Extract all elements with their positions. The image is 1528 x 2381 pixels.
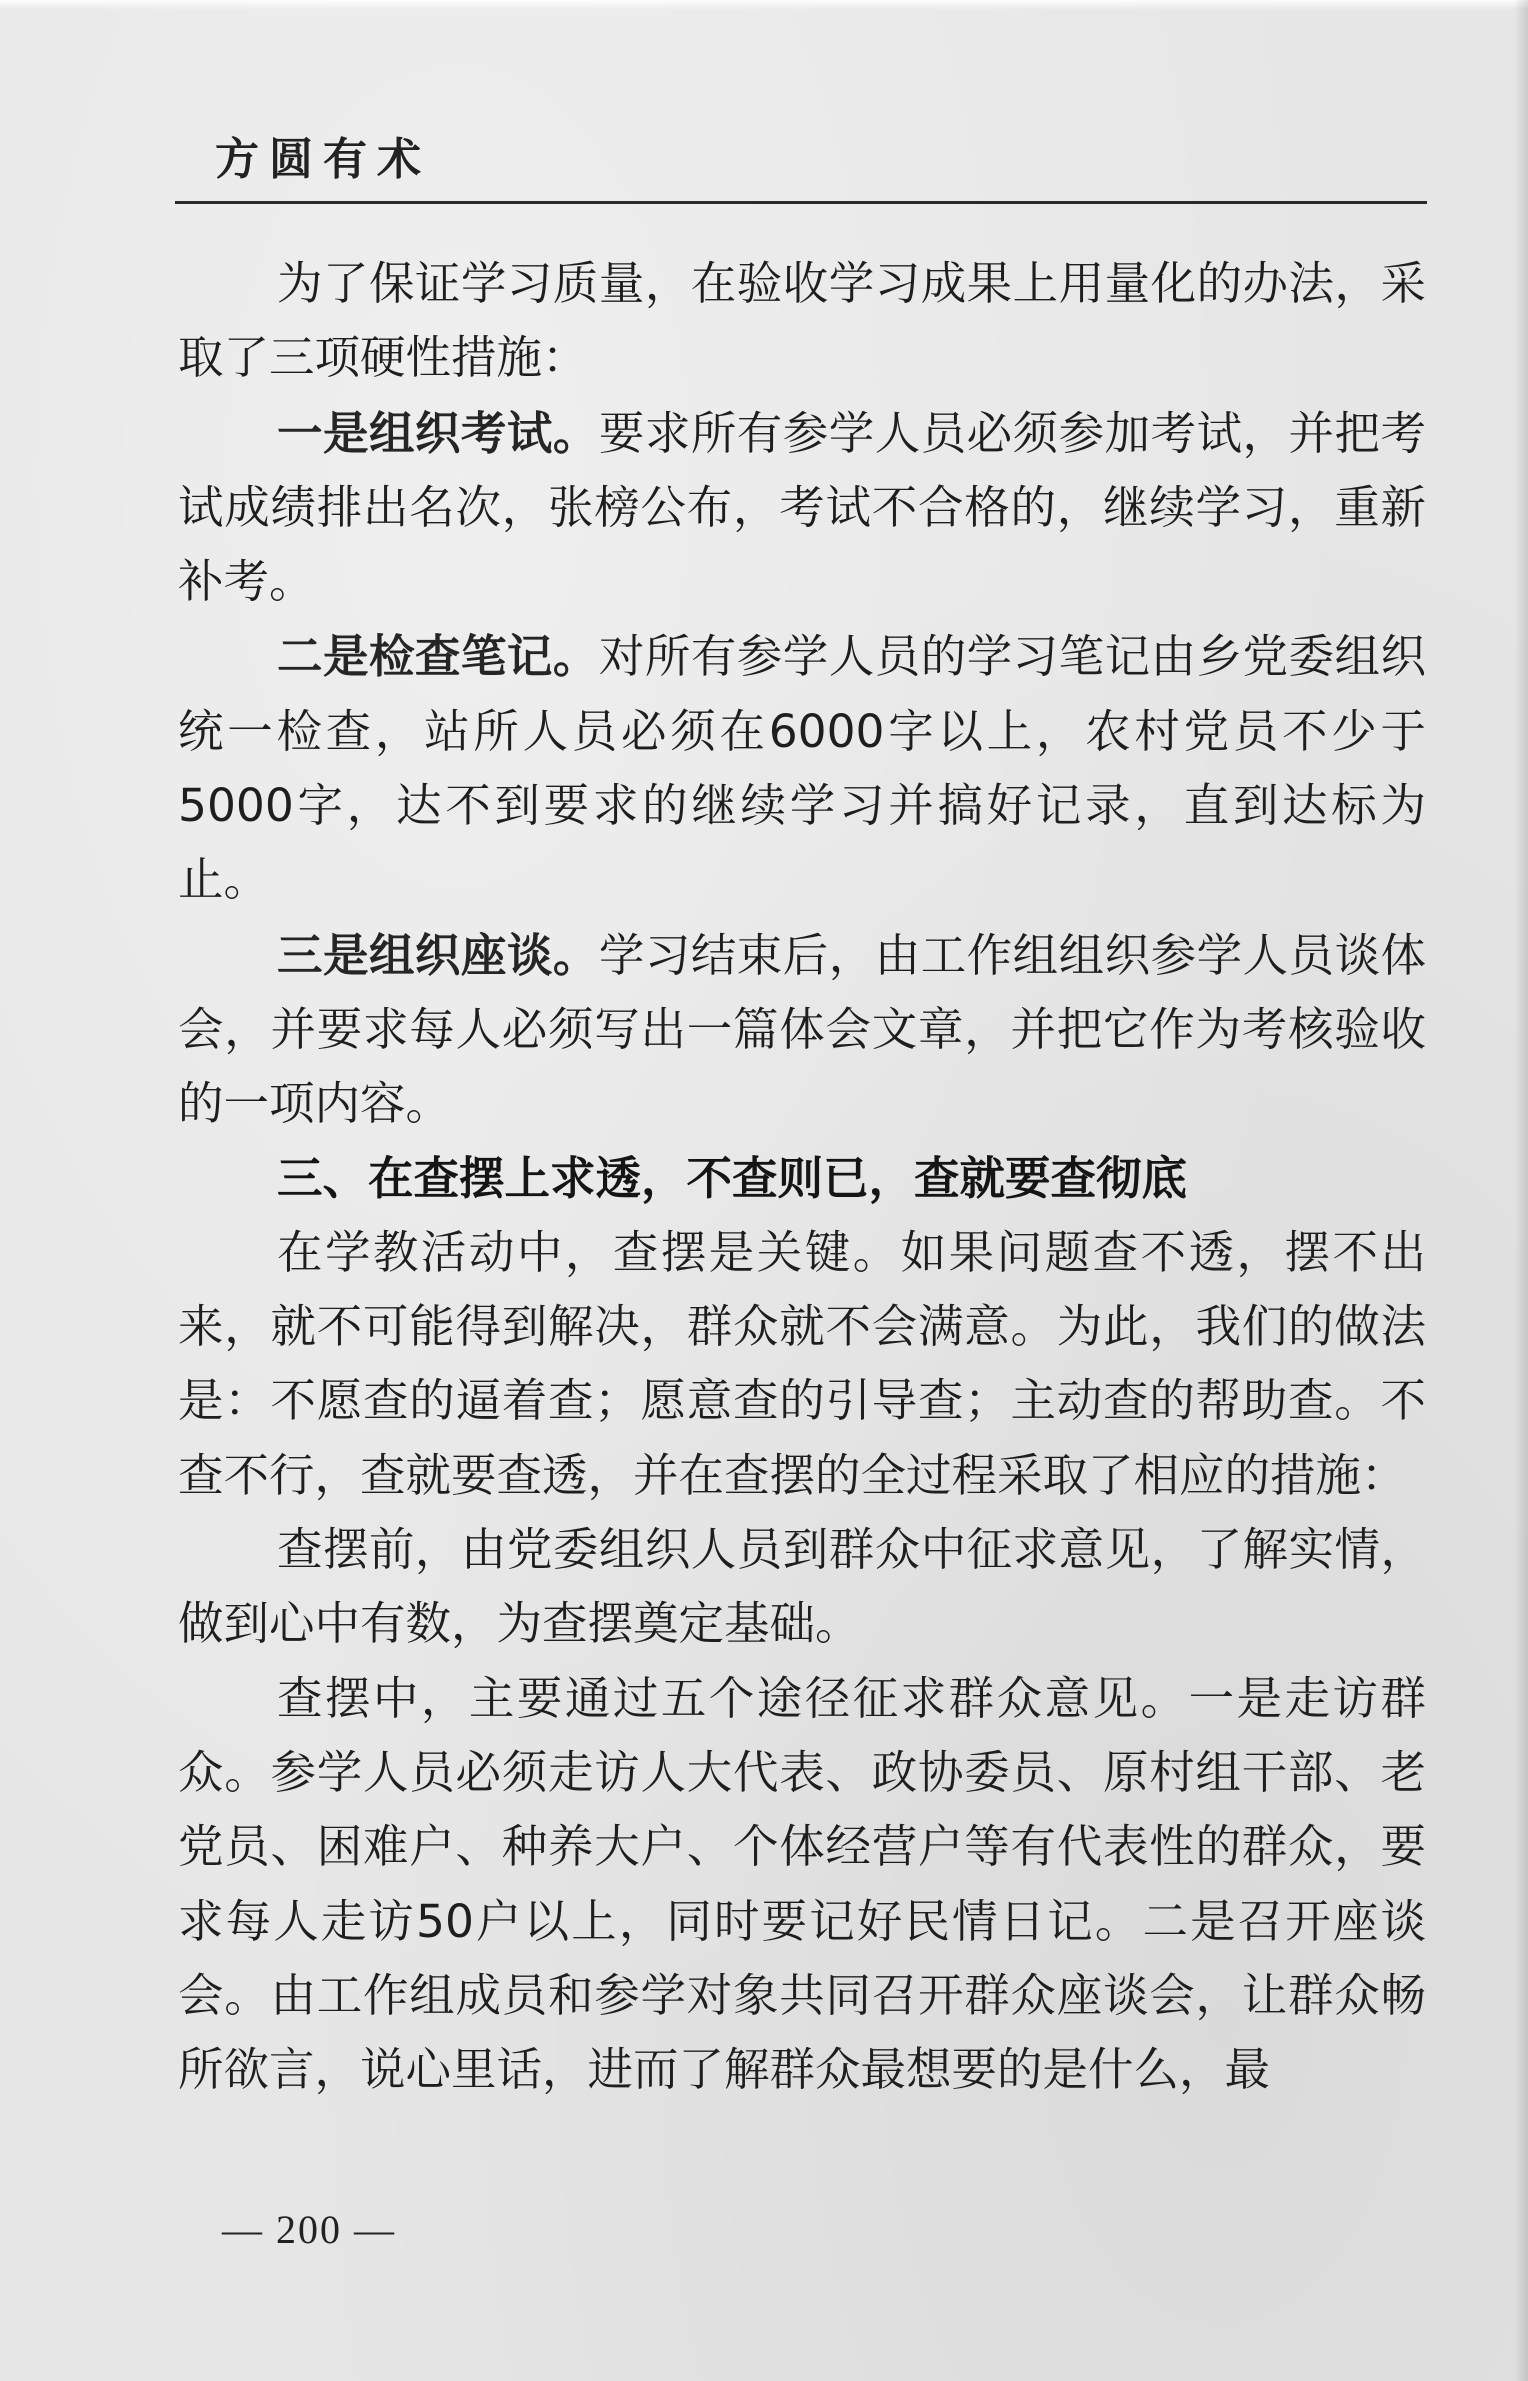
page-number: — 200 — xyxy=(222,2207,396,2252)
paragraph-exam xyxy=(178,396,1426,620)
paragraph-lead: 二是检查笔记。 xyxy=(277,629,599,684)
paragraph-lead: 三是组织座谈。 xyxy=(277,927,599,982)
paragraph-text: 要求所有参学人员必须参加考试，并把考试成绩排出名次，张榜公布，考试不合格的，继续学习，重新补考。 xyxy=(178,406,1426,609)
paragraph-discussion xyxy=(178,918,1426,1142)
paragraph-text: 对所有参学人员的学习笔记由乡党委组织统一检查，站所人员必须在6000字以上，农村党员不少于5000字，达不到要求的继续学习并搞好记录，直到达标为止。 xyxy=(178,630,1426,907)
paragraph-text: 为了保证学习质量，在验收学习成果上用量化的办法，采取了三项硬性措施： xyxy=(178,257,1426,385)
body-text xyxy=(178,247,1426,2107)
paragraph-text: 查摆前，由党委组织人员到群众中征求意见，了解实情，做到心中有数，为查摆奠定基础。 xyxy=(178,1523,1426,1651)
paragraph-body xyxy=(178,1513,1426,1662)
running-header-title: 方圆有术 xyxy=(215,134,431,185)
section-heading: 三、在查摆上求透，不查则已，查就要查彻底 xyxy=(277,1151,1188,1205)
page-right-edge xyxy=(1514,0,1528,2381)
paragraph-intro xyxy=(178,247,1426,396)
paragraph-text: 查摆中，主要通过五个途径征求群众意见。一是走访群众。参学人员必须走访人大代表、政协委员、原村组干部、老党员、困难户、种养大户、个体经营户等有代表性的群众，要求每人走访50户以上，同时要记好民情日记。二是召开座谈会。由工作组成员和参学对象共同召开群众座谈会，让群众畅所欲言，说心里话，进而了解群众最想要的是什么，最 xyxy=(178,1671,1426,2097)
paragraph-text: 在学教活动中，查摆是关键。如果问题查不透，摆不出来，就不可能得到解决，群众就不会满意。为此，我们的做法是：不愿查的逼着查；愿意查的引导查；主动查的帮助查。不查不行，查就要查透，并在查摆的全过程采取了相应的措施： xyxy=(178,1225,1426,1502)
paragraph-body xyxy=(178,1216,1426,1513)
paragraph-lead: 一是组织考试。 xyxy=(277,405,599,460)
paragraph-body xyxy=(178,1662,1426,2108)
paragraph-text: 学习结束后，由工作组组织参学人员谈体会，并要求每人必须写出一篇体会文章，并把它作为考核验收的一项内容。 xyxy=(178,928,1426,1131)
paragraph-notes xyxy=(178,619,1426,917)
header-rule xyxy=(175,201,1427,204)
page-top-edge xyxy=(0,0,1528,10)
